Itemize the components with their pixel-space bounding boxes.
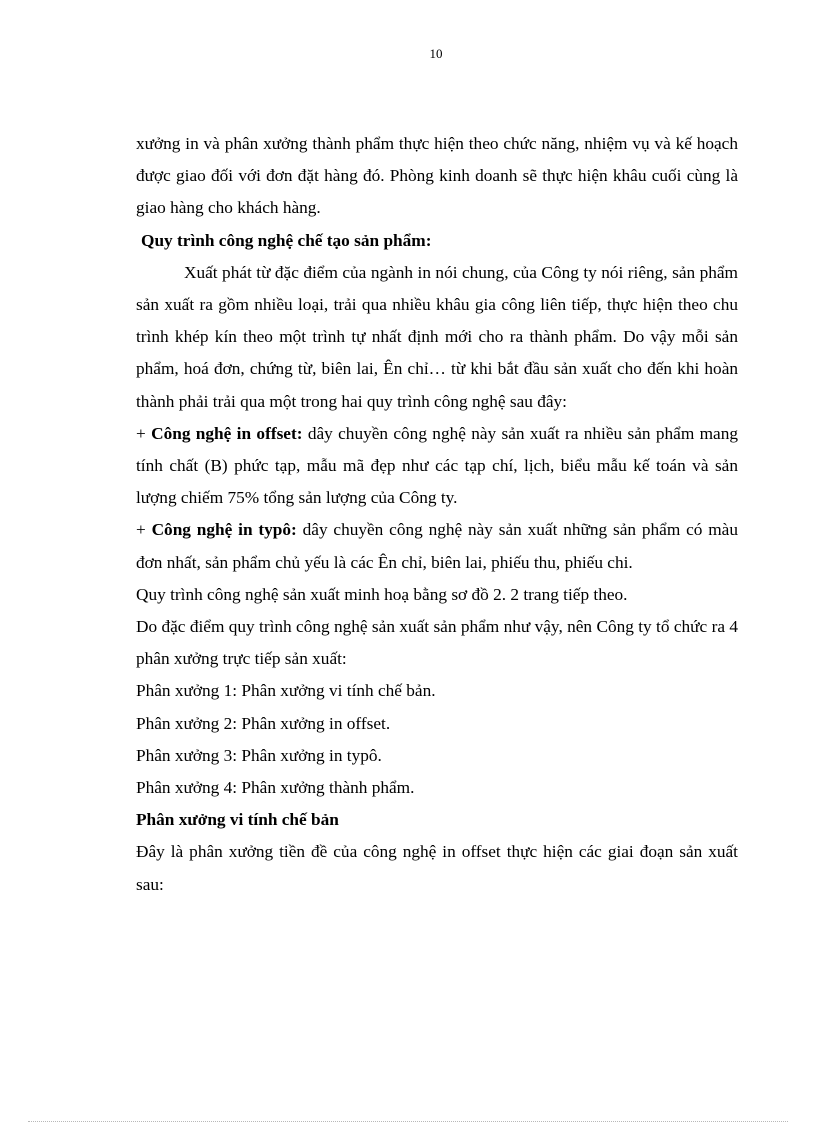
typo-description: dây chuyền công nghệ này sản xuất những sản phẩm có màu đơn nhất, sản phẩm chủ yếu là các Ên chỉ, biên lai, phiếu thu, phiếu chi. xyxy=(136,520,738,572)
typo-bullet: + xyxy=(136,520,152,540)
typo-term: Công nghệ in typô: xyxy=(151,520,297,540)
page-number: 10 xyxy=(429,46,443,61)
footer-divider xyxy=(28,1121,788,1122)
offset-technology-item xyxy=(136,418,738,515)
workshop-item-1: Phân xưởng 1: Phân xưởng vi tính chế bản. xyxy=(136,681,436,701)
paragraph-continuation: xưởng in và phân xưởng thành phẩm thực hiện theo chức năng, nhiệm vụ và kế hoạch được giao đối với đơn đặt hàng đó. Phòng kinh doanh sẽ thực hiện khâu cuối cùng là giao hàng cho khách hàng. xyxy=(136,134,738,218)
document-body xyxy=(136,128,738,901)
paragraph-process-intro: Xuất phát từ đặc điểm của ngành in nói chung, của Công ty nói riêng, sản phẩm sản xuất ra gồm nhiều loại, trải qua nhiều khâu gia công liên tiếp, thực hiện theo chu trình khép kín theo một trình tự nhất định mới cho ra thành phẩm. Do vậy mỗi sản phẩm, hoá đơn, chứng từ, biên lai, Ên chỉ… từ khi bắt đầu sản xuất cho đến khi hoàn thành phải trải qua một trong hai quy trình công nghệ sau đây: xyxy=(136,262,738,411)
offset-bullet: + xyxy=(136,423,152,443)
paragraph-diagram-reference: Quy trình công nghệ sản xuất minh hoạ bằng sơ đồ 2. 2 trang tiếp theo. xyxy=(136,584,628,604)
offset-term: Công nghệ in offset: xyxy=(151,423,303,443)
workshop-item-4: Phân xưởng 4: Phân xưởng thành phẩm. xyxy=(136,778,415,798)
offset-description: dây chuyền công nghệ này sản xuất ra nhiều sản phẩm mang tính chất (B) phức tạp, mẫu mã đẹp như các tạp chí, lịch, biểu mẫu kế toán và sản lượng chiếm 75% tổng sản lượng của Công ty. xyxy=(136,423,738,508)
paragraph-prepress-description: Đây là phân xưởng tiền đề của công nghệ in offset thực hiện các giai đoạn sản xuất sau: xyxy=(136,842,738,894)
typo-technology-item xyxy=(136,514,738,578)
workshop-item-3: Phân xưởng 3: Phân xưởng in typô. xyxy=(136,745,382,765)
workshop-item-2: Phân xưởng 2: Phân xưởng in offset. xyxy=(136,713,391,733)
paragraph-workshops-intro: Do đặc điểm quy trình công nghệ sản xuất sản phẩm như vậy, nên Công ty tổ chức ra 4 phân xưởng trực tiếp sản xuất: xyxy=(136,617,738,669)
section-heading-production-process: Quy trình công nghệ chế tạo sản phẩm: xyxy=(141,230,432,250)
section-heading-prepress-workshop: Phân xưởng vi tính chế bản xyxy=(136,810,339,830)
